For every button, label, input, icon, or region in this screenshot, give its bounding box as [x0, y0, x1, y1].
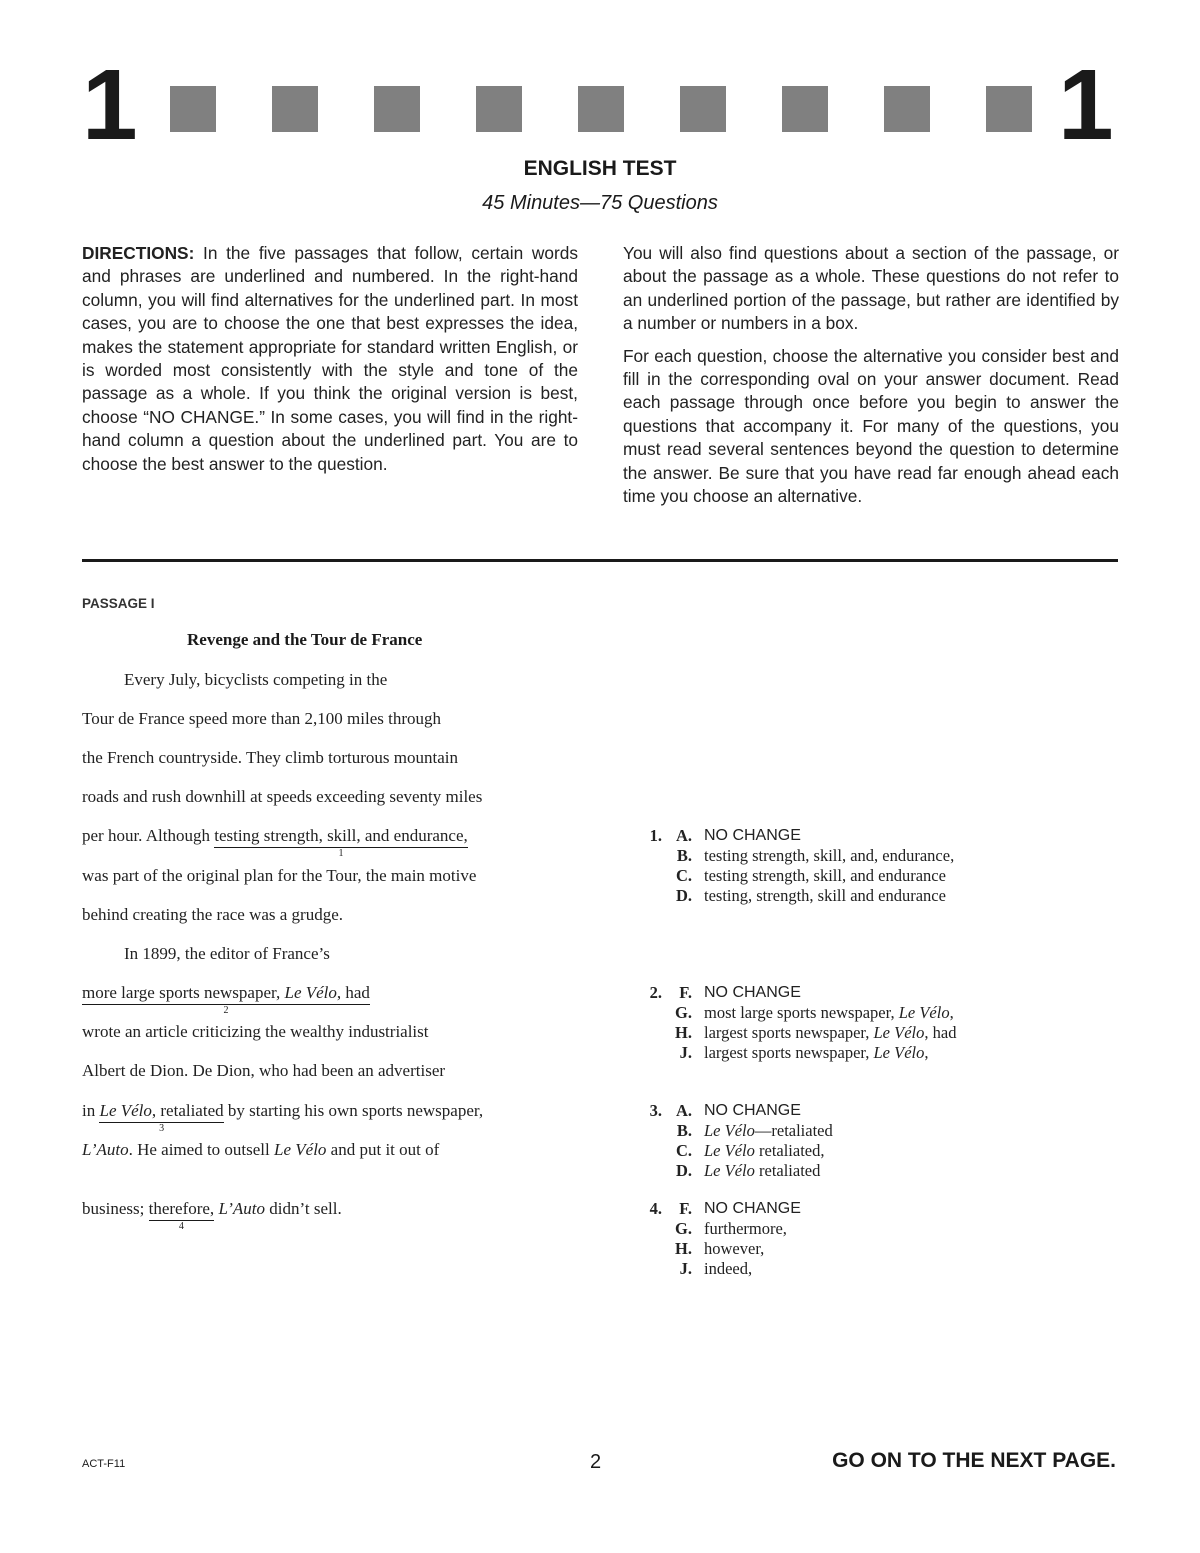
question-2 [632, 983, 956, 1063]
answer-letter[interactable]: J. [679, 1259, 692, 1278]
passage-line: was part of the original plan for the Tour, the main motive [82, 866, 477, 885]
answer-letter[interactable]: F. [679, 983, 692, 1002]
answer-letter[interactable]: G. [675, 1003, 692, 1022]
passage-text: by starting his own sports newspaper, [223, 1101, 484, 1120]
underlined-text: , had [336, 983, 370, 1002]
passage-text: didn’t sell. [265, 1199, 342, 1218]
passage-text: in [82, 1101, 100, 1120]
divider-rule [82, 559, 1118, 562]
answer-letter[interactable]: H. [675, 1023, 692, 1042]
next-page-notice: GO ON TO THE NEXT PAGE. [832, 1449, 1116, 1472]
italic-title: Le Vélo [284, 983, 337, 1002]
underlined-portion-1 [214, 826, 468, 859]
answer-option[interactable]: indeed, [704, 1259, 753, 1278]
directions-paragraph: For each question, choose the alternative you consider best and fill in the corresponding oval on your answer document. Read each passage through once before you begin to answer the questions that accompany it. For many of the questions, you must read several sentences beyond the question to determine the answer. Be sure that you have read far enough ahead each time you choose an alternative. [623, 345, 1119, 507]
answer-letter[interactable]: D. [675, 886, 692, 905]
answer-letter[interactable]: C. [675, 1141, 692, 1160]
answer-option[interactable]: testing strength, skill, and endurance [704, 866, 946, 885]
passage-title: Revenge and the Tour de France [187, 630, 423, 649]
passage-line [82, 983, 370, 1016]
italic-title: L’Auto [82, 1140, 129, 1159]
question-3 [632, 1101, 833, 1181]
passage-line: In 1899, the editor of France’s [124, 944, 330, 963]
directions-left-column [82, 242, 578, 485]
answer-option[interactable]: largest sports newspaper, Le Vélo, had [704, 1023, 957, 1042]
passage-line: behind creating the race was a grudge. [82, 905, 344, 924]
passage-line [82, 1199, 342, 1232]
section-square [884, 86, 930, 132]
passage-text: and put it out of [326, 1140, 440, 1159]
answer-option[interactable]: Le Vélo—retaliated [704, 1121, 833, 1140]
directions-label: DIRECTIONS: [82, 243, 195, 263]
passage-line [82, 1101, 484, 1134]
section-square [680, 86, 726, 132]
question-ref-number: 1 [338, 848, 344, 859]
passage-line [82, 826, 468, 859]
passage-line: Every July, bicyclists competing in the [124, 670, 388, 689]
question-number: 3. [649, 1101, 662, 1120]
answer-option[interactable]: largest sports newspaper, Le Vélo, [704, 1043, 929, 1062]
passage-text: business; [82, 1199, 149, 1218]
section-square [986, 86, 1032, 132]
passage-label: PASSAGE I [82, 596, 155, 611]
passage-line: Tour de France speed more than 2,100 miles through [82, 709, 442, 728]
section-number-left: 1 [82, 49, 138, 161]
question-number: 4. [649, 1199, 662, 1218]
answer-letter[interactable]: J. [679, 1043, 692, 1062]
underlined-portion-3 [99, 1101, 224, 1134]
page-number: 2 [590, 1451, 602, 1473]
answer-option[interactable]: testing, strength, skill and endurance [704, 886, 946, 905]
underlined-text: testing strength, skill, and endurance, [214, 826, 468, 845]
section-square [782, 86, 828, 132]
section-number-right: 1 [1058, 49, 1114, 161]
form-code: ACT-F11 [82, 1458, 126, 1470]
question-number: 2. [649, 983, 662, 1002]
underlined-text: therefore, [148, 1199, 215, 1218]
answer-option[interactable]: NO CHANGE [704, 1200, 801, 1217]
directions-right-column [623, 242, 1119, 517]
answer-option[interactable]: NO CHANGE [704, 827, 801, 844]
section-square [476, 86, 522, 132]
answer-letter[interactable]: H. [675, 1239, 692, 1258]
directions-text: In the five passages that follow, certain words and phrases are underlined and numbered. In the right-hand column, you will find alternatives for the underlined part. In most cases, you are to choose the one that best expresses the idea, makes the statement appropriate for standard written English, or is worded most consistently with the style and tone of the passage as a whole. If you think the original version is best, choose “NO CHANGE.” In some cases, you will find in the right-hand column a question about the underlined part. You are to choose the best answer to the question. [82, 243, 578, 474]
answer-option[interactable]: most large sports newspaper, Le Vélo, [704, 1003, 954, 1022]
question-1 [632, 826, 954, 906]
directions-paragraph: You will also find questions about a section of the passage, or about the passage as a whole. These questions do not refer to an underlined portion of the passage, but rather are identified by a number or numbers in a box. [623, 243, 1119, 334]
question-number: 1. [649, 826, 662, 845]
passage-line: the French countryside. They climb torturous mountain [82, 748, 458, 767]
question-ref-number: 4 [178, 1221, 184, 1232]
italic-title: Le Vélo [274, 1140, 327, 1159]
answer-option[interactable]: furthermore, [704, 1219, 787, 1238]
answer-letter[interactable]: B. [676, 846, 692, 865]
answer-letter[interactable]: B. [676, 1121, 692, 1140]
section-square [170, 86, 216, 132]
underlined-text: more large sports newspaper, [82, 983, 285, 1002]
underlined-text: , retaliated [151, 1101, 224, 1120]
answer-letter[interactable]: A. [675, 1101, 692, 1120]
question-ref-number: 3 [159, 1123, 165, 1134]
section-square [578, 86, 624, 132]
answer-letter[interactable]: D. [675, 1161, 692, 1180]
section-square [272, 86, 318, 132]
answer-option[interactable]: however, [704, 1239, 765, 1258]
question-ref-number: 2 [223, 1005, 229, 1016]
passage-line [82, 1140, 439, 1160]
test-title: ENGLISH TEST [523, 157, 677, 180]
italic-title: L’Auto [214, 1199, 266, 1218]
answer-option[interactable]: NO CHANGE [704, 1102, 801, 1119]
passage-line: Albert de Dion. De Dion, who had been an advertiser [82, 1061, 446, 1080]
italic-title: Le Vélo [99, 1101, 152, 1120]
question-4 [632, 1199, 801, 1279]
answer-letter[interactable]: F. [679, 1199, 692, 1218]
passage-text: per hour. Although [82, 826, 215, 845]
answer-option[interactable]: testing strength, skill, and, endurance, [704, 846, 955, 865]
underlined-portion-4 [148, 1199, 215, 1232]
answer-letter[interactable]: C. [675, 866, 692, 885]
answer-option[interactable]: NO CHANGE [704, 984, 801, 1001]
answer-letter[interactable]: A. [675, 826, 692, 845]
answer-option[interactable]: Le Vélo retaliated [704, 1161, 821, 1180]
test-subtitle: 45 Minutes—75 Questions [482, 192, 718, 214]
passage-text: . He aimed to outsell [128, 1140, 275, 1159]
passage-line: roads and rush downhill at speeds exceeding seventy miles [82, 787, 483, 806]
underlined-portion-2 [82, 983, 370, 1016]
passage-line: wrote an article criticizing the wealthy industrialist [82, 1022, 429, 1041]
section-square [374, 86, 420, 132]
answer-option[interactable]: Le Vélo retaliated, [704, 1141, 825, 1160]
answer-letter[interactable]: G. [675, 1219, 692, 1238]
